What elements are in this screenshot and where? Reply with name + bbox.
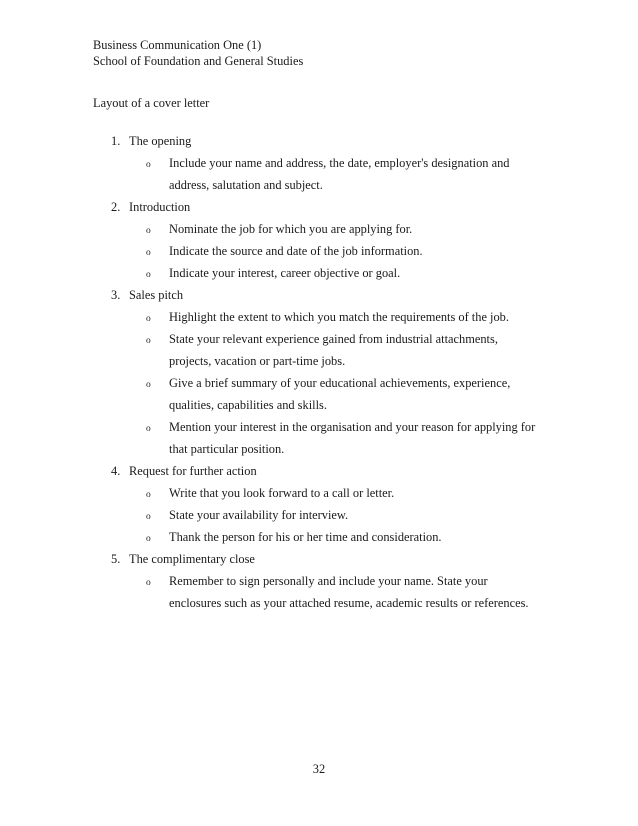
outline-subitem (111, 264, 571, 286)
outline-subitem-text: qualities, capabilities and skills. (169, 398, 327, 412)
outline-subitem (111, 484, 571, 506)
hollow-circle-bullet-icon: o (146, 248, 151, 258)
outline-item-number: 5. (111, 552, 121, 566)
outline-subitem-text: enclosures such as your attached resume, academic results or references. (169, 596, 529, 610)
hollow-circle-bullet-icon: o (146, 160, 151, 170)
header-school-name: School of Foundation and General Studies (93, 54, 304, 68)
hollow-circle-bullet-icon: o (146, 226, 151, 236)
outline-subitem (111, 572, 571, 616)
outline-item-number: 3. (111, 288, 121, 302)
outline-subitem (111, 330, 571, 374)
outline-subitem-text: State your availability for interview. (169, 508, 349, 522)
outline-item-title: Introduction (129, 200, 191, 214)
outline-subitem (111, 242, 571, 264)
outline-subitem-text: Thank the person for his or her time and consideration. (169, 530, 442, 544)
outline-item-title: Sales pitch (129, 288, 184, 302)
outline-subitem-text: Give a brief summary of your educational achievements, experience, (169, 376, 511, 390)
outline-subitem-text: Highlight the extent to which you match the requirements of the job. (169, 310, 509, 324)
outline-subitem-text: address, salutation and subject. (169, 178, 323, 192)
outline-subitem (111, 528, 571, 550)
hollow-circle-bullet-icon: o (146, 512, 151, 522)
outline-item-title: The complimentary close (129, 552, 255, 566)
outline-subitem (111, 418, 571, 462)
outline-item (111, 286, 571, 462)
outline-subitem-text: State your relevant experience gained from industrial attachments, (169, 332, 498, 346)
cover-letter-outline (111, 132, 571, 616)
outline-subitem-text: Include your name and address, the date, employer's designation and (169, 156, 510, 170)
outline-subitem-text: projects, vacation or part-time jobs. (169, 354, 346, 368)
outline-subitem-text: Write that you look forward to a call or letter. (169, 486, 395, 500)
hollow-circle-bullet-icon: o (146, 314, 151, 324)
header-course-title: Business Communication One (1) (93, 38, 262, 52)
outline-subitem (111, 506, 571, 528)
outline-item-number: 1. (111, 134, 121, 148)
document-header (93, 37, 303, 69)
outline-subitem (111, 220, 571, 242)
hollow-circle-bullet-icon: o (146, 336, 151, 346)
outline-subitem-text: that particular position. (169, 442, 285, 456)
outline-item (111, 198, 571, 286)
page-number: 32 (312, 762, 326, 776)
outline-subitem (111, 154, 571, 198)
outline-item (111, 462, 571, 550)
outline-item-heading (111, 550, 571, 572)
outline-subitem (111, 374, 571, 418)
outline-subitem-text: Remember to sign personally and include your name. State your (169, 574, 488, 588)
outline-subitem-text: Mention your interest in the organisation and your reason for applying for (169, 420, 536, 434)
section-title: Layout of a cover letter (93, 96, 210, 110)
outline-item-heading (111, 286, 571, 308)
outline-subitem (111, 308, 571, 330)
outline-subitem-text: Indicate your interest, career objective or goal. (169, 266, 401, 280)
outline-item-heading (111, 132, 571, 154)
outline-item-number: 4. (111, 464, 121, 478)
outline-item-heading (111, 198, 571, 220)
outline-item (111, 550, 571, 616)
hollow-circle-bullet-icon: o (146, 380, 151, 390)
outline-item (111, 132, 571, 198)
outline-item-title: The opening (129, 134, 192, 148)
hollow-circle-bullet-icon: o (146, 534, 151, 544)
outline-item-number: 2. (111, 200, 121, 214)
outline-subitem-text: Indicate the source and date of the job information. (169, 244, 423, 258)
outline-item-heading (111, 462, 571, 484)
hollow-circle-bullet-icon: o (146, 424, 151, 434)
outline-subitem-text: Nominate the job for which you are applying for. (169, 222, 413, 236)
hollow-circle-bullet-icon: o (146, 490, 151, 500)
outline-item-title: Request for further action (129, 464, 257, 478)
hollow-circle-bullet-icon: o (146, 270, 151, 280)
hollow-circle-bullet-icon: o (146, 578, 151, 588)
